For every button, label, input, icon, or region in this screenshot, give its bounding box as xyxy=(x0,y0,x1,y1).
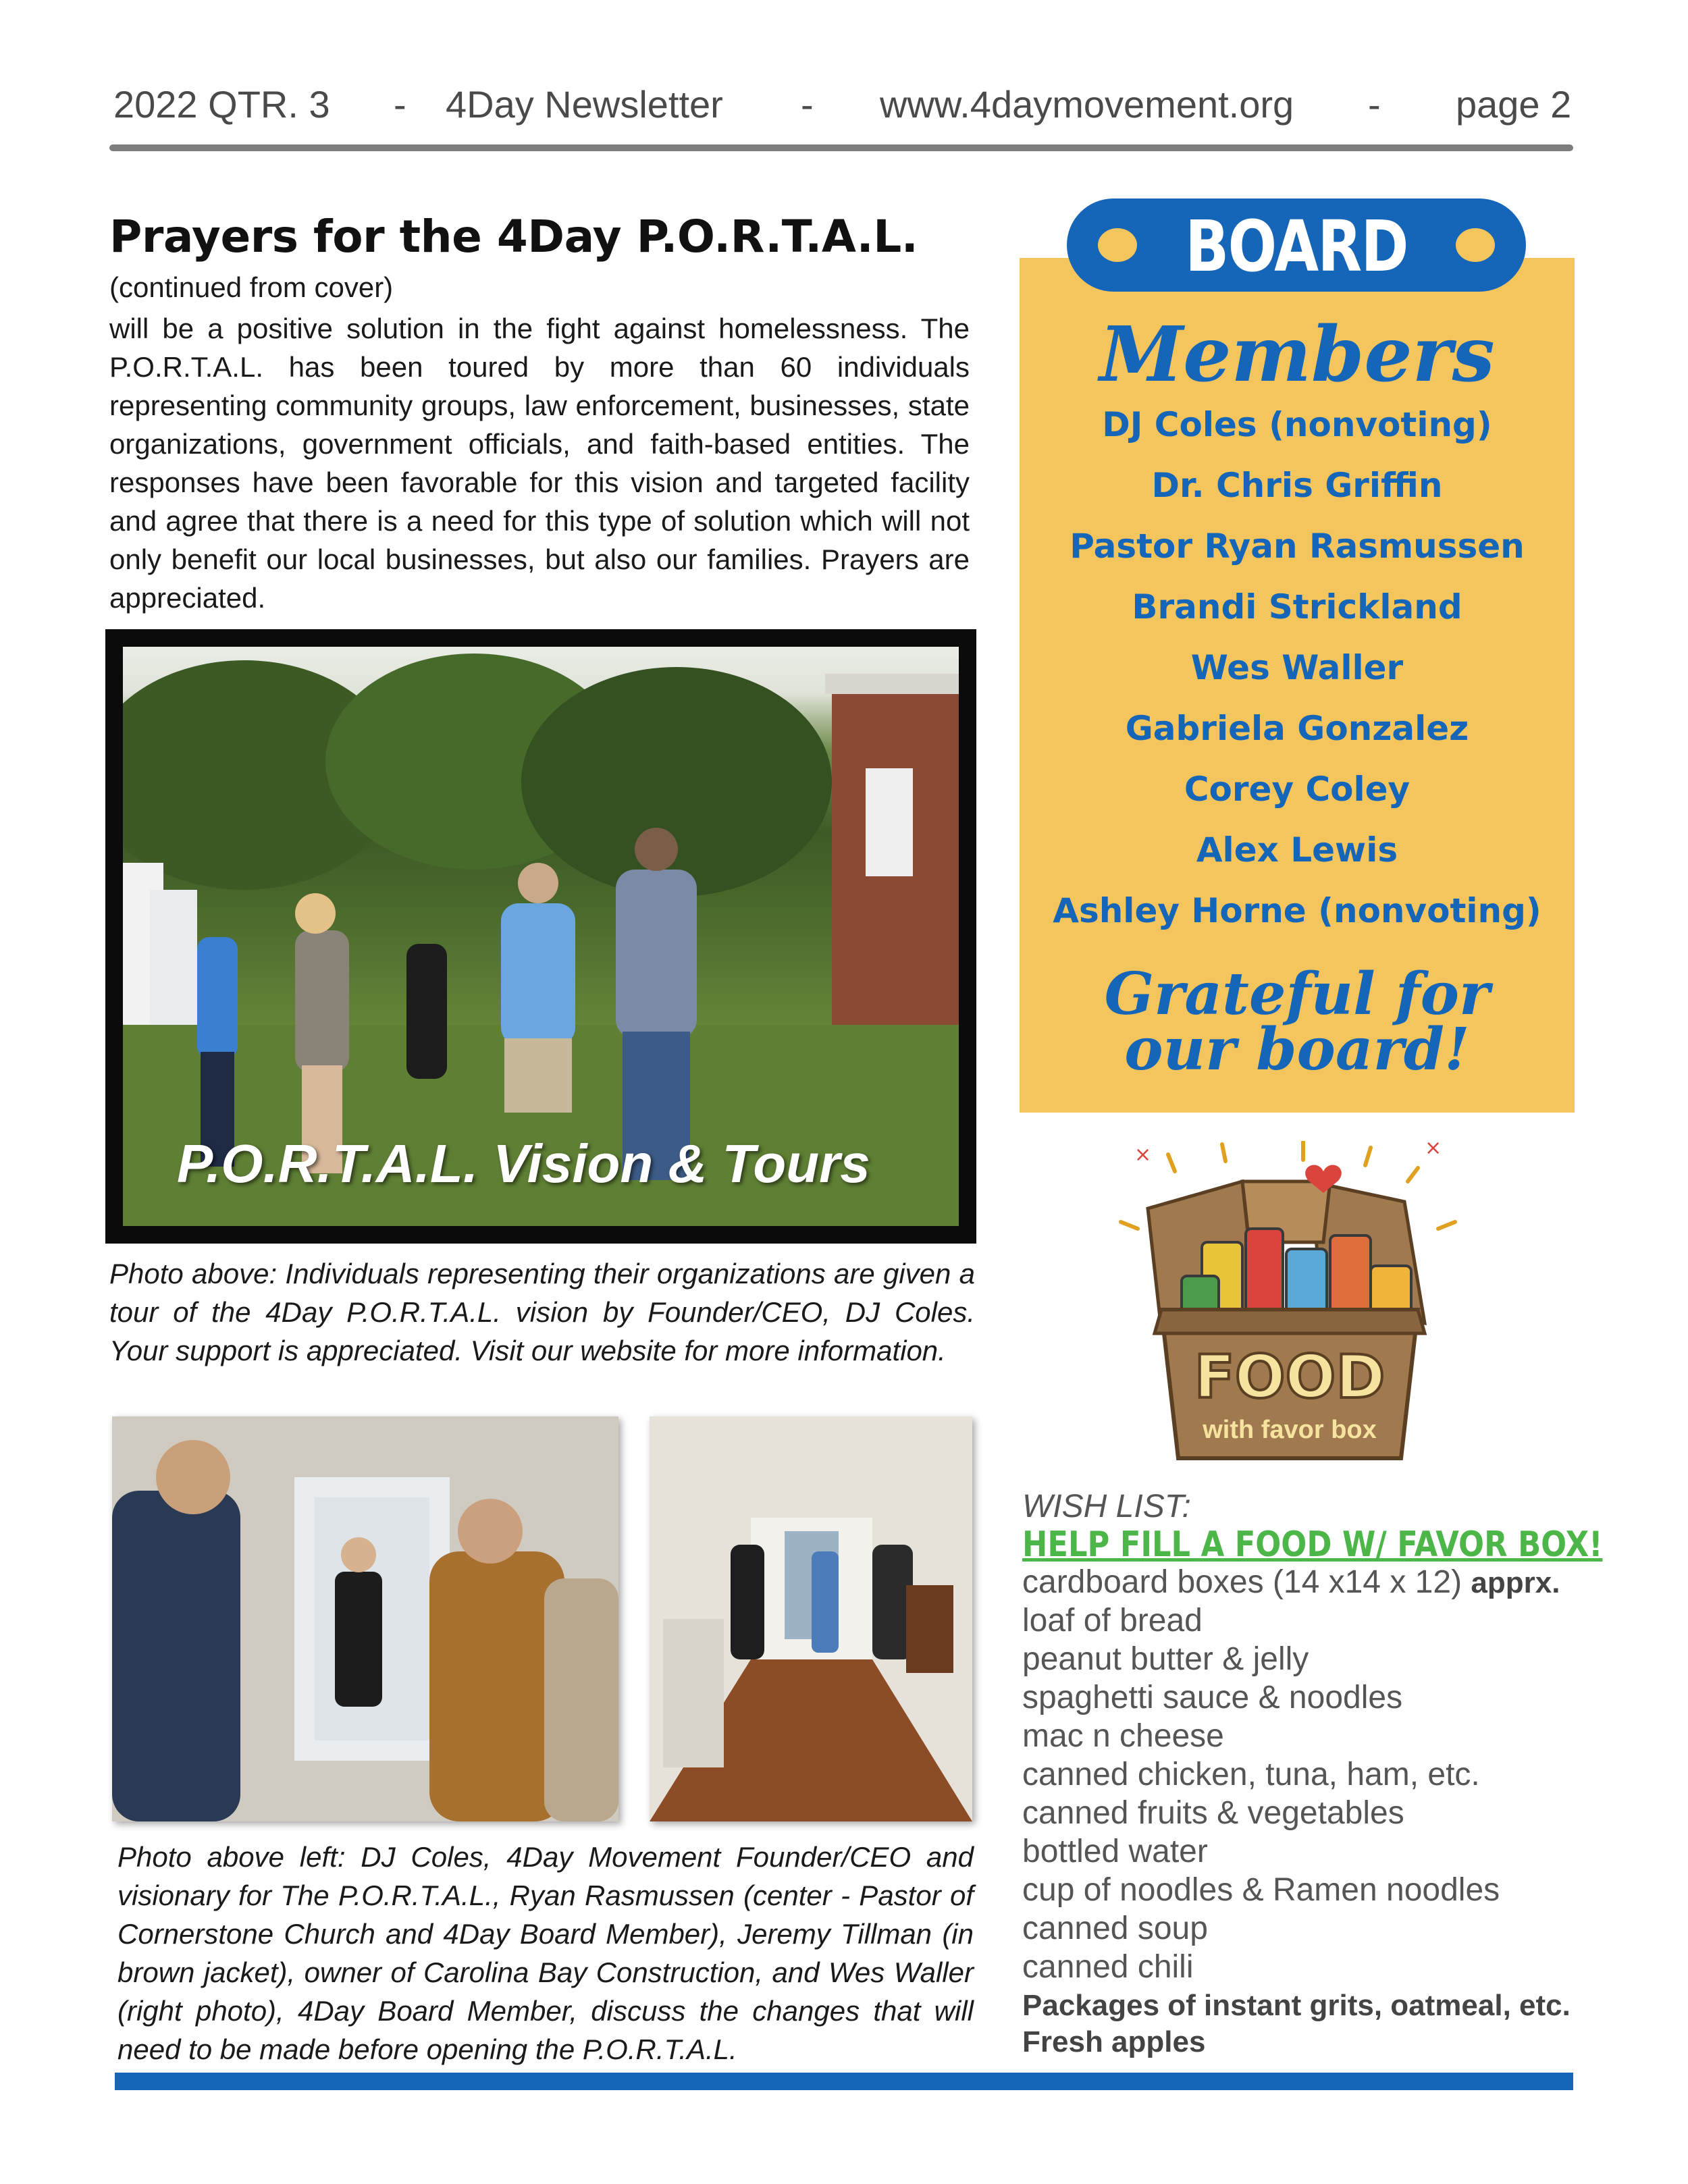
members-heading: Members xyxy=(1099,311,1495,399)
board-banner xyxy=(1067,198,1526,292)
food-box-tagline: with favor box xyxy=(1203,1416,1377,1444)
wish-list-item: bottled water xyxy=(1022,1834,1208,1869)
interior-photo-right xyxy=(650,1416,972,1821)
article-body: will be a positive solution in the fight against homelessness. The P.O.R.T.A.L. has been toured by more than 60 individuals representing community groups, law enforcement, businesses, state organizations, government officials, and faith-based entities. The responses have been favorable for this vision and targeted facility and agree that there is a need for this type of solution which will not only benefit our local businesses, but also our families. Prayers are appreciated. xyxy=(109,313,970,614)
footer-bar xyxy=(115,2073,1573,2090)
wish-list-item xyxy=(1022,1564,1560,1601)
grateful-line: our board! xyxy=(1124,1015,1470,1084)
wish-list-item: canned chicken, tuna, ham, etc. xyxy=(1022,1757,1480,1792)
board-member: Wes Waller xyxy=(1190,648,1404,687)
board-title: BOARD xyxy=(1185,205,1408,288)
wish-list-item: canned soup xyxy=(1022,1911,1208,1946)
board-member: Ashley Horne (nonvoting) xyxy=(1053,891,1541,930)
page-number: page 2 xyxy=(1456,83,1572,126)
board-member: Gabriela Gonzalez xyxy=(1125,709,1469,748)
wish-list-item: loaf of bread xyxy=(1022,1603,1203,1639)
board-member: Pastor Ryan Rasmussen xyxy=(1070,527,1525,566)
board-member: Brandi Strickland xyxy=(1132,587,1462,627)
board-member: Corey Coley xyxy=(1184,770,1410,809)
board-member: Alex Lewis xyxy=(1196,830,1398,870)
photo-overlay-title: P.O.R.T.A.L. Vision & Tours xyxy=(177,1134,870,1194)
header-separator: - xyxy=(394,83,406,126)
interior-photo-left xyxy=(112,1416,618,1821)
wish-item-text: cardboard boxes (14 x14 x 12) xyxy=(1022,1564,1462,1600)
photo-hallway-icon xyxy=(650,1416,972,1821)
wish-item-note: apprx. xyxy=(1471,1566,1560,1599)
header-divider xyxy=(109,144,1573,151)
photo-caption: Photo above: Individuals representing their organizations are given a tour of the 4Day P.O.R.T.A.L. vision by Founder/CEO, DJ Coles. Your support is appreciated. Visit our website for more information. xyxy=(109,1258,975,1366)
wish-list-item-bold: Fresh apples xyxy=(1022,2025,1206,2058)
food-box-icon xyxy=(1101,1141,1472,1472)
wish-list-heading: HELP FILL A FOOD W/ FAVOR BOX! xyxy=(1022,1524,1603,1565)
wish-list-item: cup of noodles & Ramen noodles xyxy=(1022,1872,1500,1908)
photo-interior-icon xyxy=(112,1416,618,1821)
svg-text:×: × xyxy=(1134,1143,1152,1167)
wish-list-item: peanut butter & jelly xyxy=(1022,1641,1309,1677)
food-box-word: FOOD xyxy=(1194,1342,1386,1412)
issue-label: 2022 QTR. 3 xyxy=(113,83,330,126)
svg-text:×: × xyxy=(1425,1141,1442,1160)
page-header xyxy=(113,82,1572,136)
header-separator: - xyxy=(1368,83,1381,126)
article-title: Prayers for the 4Day P.O.R.T.A.L. xyxy=(109,211,918,263)
newsletter-name: 4Day Newsletter xyxy=(446,83,723,126)
wish-list-item: canned fruits & vegetables xyxy=(1022,1795,1404,1831)
photo-caption-two: Photo above left: DJ Coles, 4Day Movement Founder/CEO and visionary for The P.O.R.T.A.L., Ryan Rasmussen (center - Pastor of Cornerstone Church and 4Day Board Member), Jeremy Tillman (in brown jacket), owner of Carolina Bay Construction, and Wes Waller (right photo), 4Day Board Member, discuss the changes that will need to be made before opening the P.O.R.T.A.L. xyxy=(117,1841,974,2065)
wish-list-item: mac n cheese xyxy=(1022,1718,1224,1754)
photo-image xyxy=(123,647,959,1226)
food-box-illustration xyxy=(1101,1141,1472,1472)
board-member: DJ Coles (nonvoting) xyxy=(1102,405,1492,444)
grateful-message xyxy=(1020,960,1575,1084)
board-member: Dr. Chris Griffin xyxy=(1151,466,1443,505)
wish-list-item: canned chili xyxy=(1022,1949,1194,1985)
header-separator: - xyxy=(801,83,814,126)
continued-note: (continued from cover) xyxy=(109,271,394,303)
grateful-line: Grateful for xyxy=(1104,960,1490,1028)
wish-list-item: spaghetti sauce & noodles xyxy=(1022,1680,1403,1715)
website-link[interactable]: www.4daymovement.org xyxy=(880,83,1294,126)
wish-list-label: WISH LIST: xyxy=(1022,1489,1191,1524)
wish-list-item-bold: Packages of instant grits, oatmeal, etc. xyxy=(1022,1989,1571,2022)
portal-tour-photo xyxy=(105,629,976,1244)
